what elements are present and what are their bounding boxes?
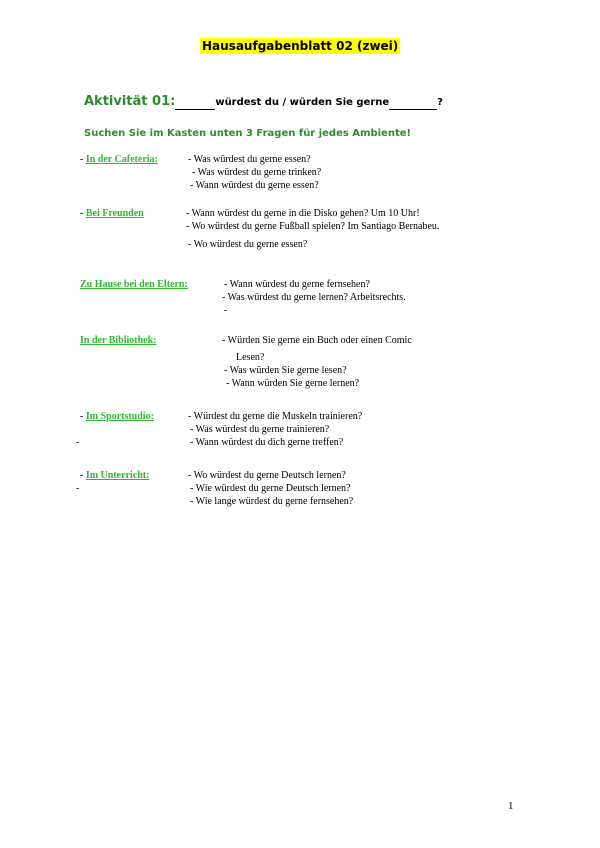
question-line: - Was würdest du gerne trinken? xyxy=(192,167,322,178)
activity-label: Aktivität 01: xyxy=(84,94,176,109)
section-title: In der Cafeteria: xyxy=(85,154,158,165)
section-label-zu-hause xyxy=(80,279,188,290)
stray-dash: - xyxy=(76,437,80,448)
section-label-bibliothek xyxy=(80,335,157,346)
blank-line xyxy=(389,94,437,110)
question-line: - Würden Sie gerne ein Buch oder einen Comic xyxy=(222,335,412,346)
question-line: - Wie würdest du gerne Deutsch lernen? xyxy=(190,483,351,494)
section-title: In der Bibliothek: xyxy=(80,335,157,346)
question-line: - Was würdest du gerne trainieren? xyxy=(190,424,330,435)
question-line: - Was würdest du gerne lernen? Arbeitsrechts. xyxy=(222,292,406,303)
page-number: 1 xyxy=(508,800,514,812)
question-line: - Wann würdest du dich gerne treffen? xyxy=(190,437,344,448)
activity-heading xyxy=(84,94,443,110)
blank-line xyxy=(175,94,215,110)
question-line: - Wo würdest du gerne essen? xyxy=(188,239,308,250)
section-title: Im Unterricht: xyxy=(85,470,150,481)
question-line: - Wann würden Sie gerne lernen? xyxy=(226,378,360,389)
section-title: Bei Freunden xyxy=(85,208,144,219)
question-line: - Wann würdest du gerne essen? xyxy=(190,180,319,191)
section-title: Im Sportstudio: xyxy=(85,411,154,422)
question-line: - Was würden Sie gerne lesen? xyxy=(224,365,347,376)
question-line: - Wo würdest du gerne Fußball spielen? Im Santiago Bernabeu. xyxy=(186,221,440,232)
section-label-sportstudio xyxy=(80,411,154,422)
question-line: - Wann würdest du gerne in die Disko gehen? Um 10 Uhr! xyxy=(186,208,420,219)
section-label-freunden xyxy=(80,208,144,219)
section-label-unterricht xyxy=(80,470,149,481)
question-line: - Wie lange würdest du gerne fernsehen? xyxy=(190,496,354,507)
section-prefix: - xyxy=(80,411,86,422)
section-label-cafeteria xyxy=(80,154,158,165)
section-prefix: - xyxy=(80,154,86,165)
question-line: Lesen? xyxy=(236,352,265,363)
section-prefix: - xyxy=(80,470,86,481)
question-line: - Was würdest du gerne essen? xyxy=(188,154,311,165)
section-title: Zu Hause bei den Eltern: xyxy=(80,279,188,290)
question-line: - Wo würdest du gerne Deutsch lernen? xyxy=(188,470,346,481)
stray-dash: - xyxy=(76,483,80,494)
question-line: - xyxy=(224,305,228,316)
question-line: - Wann würdest du gerne fernsehen? xyxy=(224,279,370,290)
section-prefix: - xyxy=(80,208,86,219)
instruction-text: Suchen Sie im Kasten unten 3 Fragen für jedes Ambiente! xyxy=(84,128,412,139)
activity-text: würdest du / würden Sie gerne xyxy=(215,97,390,108)
question-line: - Würdest du gerne die Muskeln trainieren? xyxy=(188,411,363,422)
activity-end: ? xyxy=(437,97,443,108)
worksheet-title: Hausaufgabenblatt 02 (zwei) xyxy=(202,39,399,53)
